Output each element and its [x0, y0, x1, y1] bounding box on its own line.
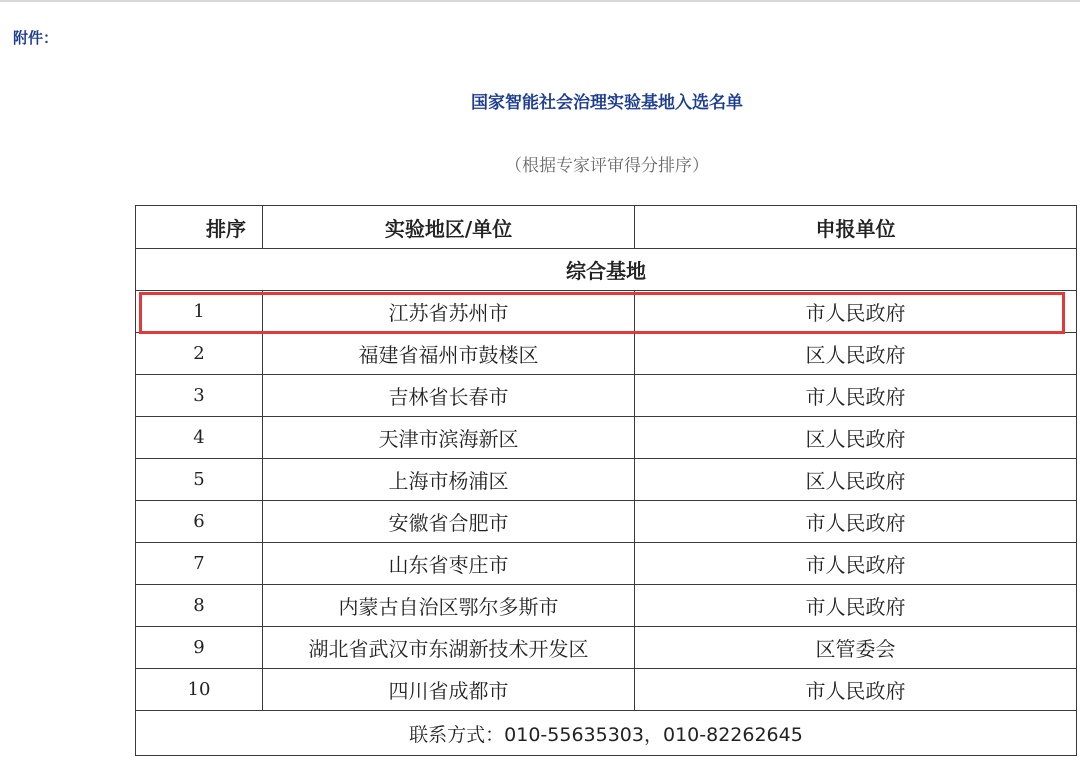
section-title: 综合基地 [136, 249, 1077, 291]
table-row [136, 459, 1077, 501]
table-row [136, 417, 1077, 459]
unit-cell: 市人民政府 [635, 501, 1077, 543]
document-subtitle: （根据专家评审得分排序） [505, 156, 709, 176]
unit-cell: 区人民政府 [635, 417, 1077, 459]
region-cell: 上海市杨浦区 [263, 459, 635, 501]
table-row [136, 501, 1077, 543]
document-title: 国家智能社会治理实验基地入选名单 [471, 93, 743, 113]
rank-cell: 2 [136, 333, 263, 375]
rank-cell: 10 [136, 669, 263, 711]
rank-cell: 8 [136, 585, 263, 627]
rank-cell: 5 [136, 459, 263, 501]
region-cell: 四川省成都市 [263, 669, 635, 711]
table-row [136, 669, 1077, 711]
rank-cell: 9 [136, 627, 263, 669]
rank-cell: 6 [136, 501, 263, 543]
rank-cell: 7 [136, 543, 263, 585]
unit-cell: 市人民政府 [635, 585, 1077, 627]
unit-cell: 市人民政府 [635, 543, 1077, 585]
region-cell: 湖北省武汉市东湖新技术开发区 [263, 627, 635, 669]
header-rank: 排序 [136, 206, 263, 249]
region-cell: 天津市滨海新区 [263, 417, 635, 459]
unit-cell: 市人民政府 [635, 669, 1077, 711]
unit-cell: 区人民政府 [635, 333, 1077, 375]
table-row [136, 585, 1077, 627]
table-header-row [136, 206, 1077, 249]
header-region: 实验地区/单位 [263, 206, 635, 249]
header-unit: 申报单位 [635, 206, 1077, 249]
top-divider [0, 0, 1080, 2]
rank-cell: 1 [136, 291, 263, 333]
table-row [136, 375, 1077, 417]
unit-cell: 市人民政府 [635, 291, 1077, 333]
region-cell: 吉林省长春市 [263, 375, 635, 417]
region-cell: 山东省枣庄市 [263, 543, 635, 585]
contact-row [136, 711, 1077, 756]
contact-info: 联系方式：010-55635303，010-82262645 [136, 711, 1077, 756]
attachment-label: 附件： [13, 29, 59, 47]
region-cell: 福建省福州市鼓楼区 [263, 333, 635, 375]
table-row [136, 543, 1077, 585]
table-row [136, 333, 1077, 375]
region-cell: 安徽省合肥市 [263, 501, 635, 543]
unit-cell: 市人民政府 [635, 375, 1077, 417]
rank-cell: 3 [136, 375, 263, 417]
table-row [136, 291, 1077, 333]
unit-cell: 区人民政府 [635, 459, 1077, 501]
unit-cell: 区管委会 [635, 627, 1077, 669]
region-cell: 江苏省苏州市 [263, 291, 635, 333]
section-row [136, 249, 1077, 291]
selection-table [135, 205, 1077, 756]
region-cell: 内蒙古自治区鄂尔多斯市 [263, 585, 635, 627]
table-row [136, 627, 1077, 669]
rank-cell: 4 [136, 417, 263, 459]
